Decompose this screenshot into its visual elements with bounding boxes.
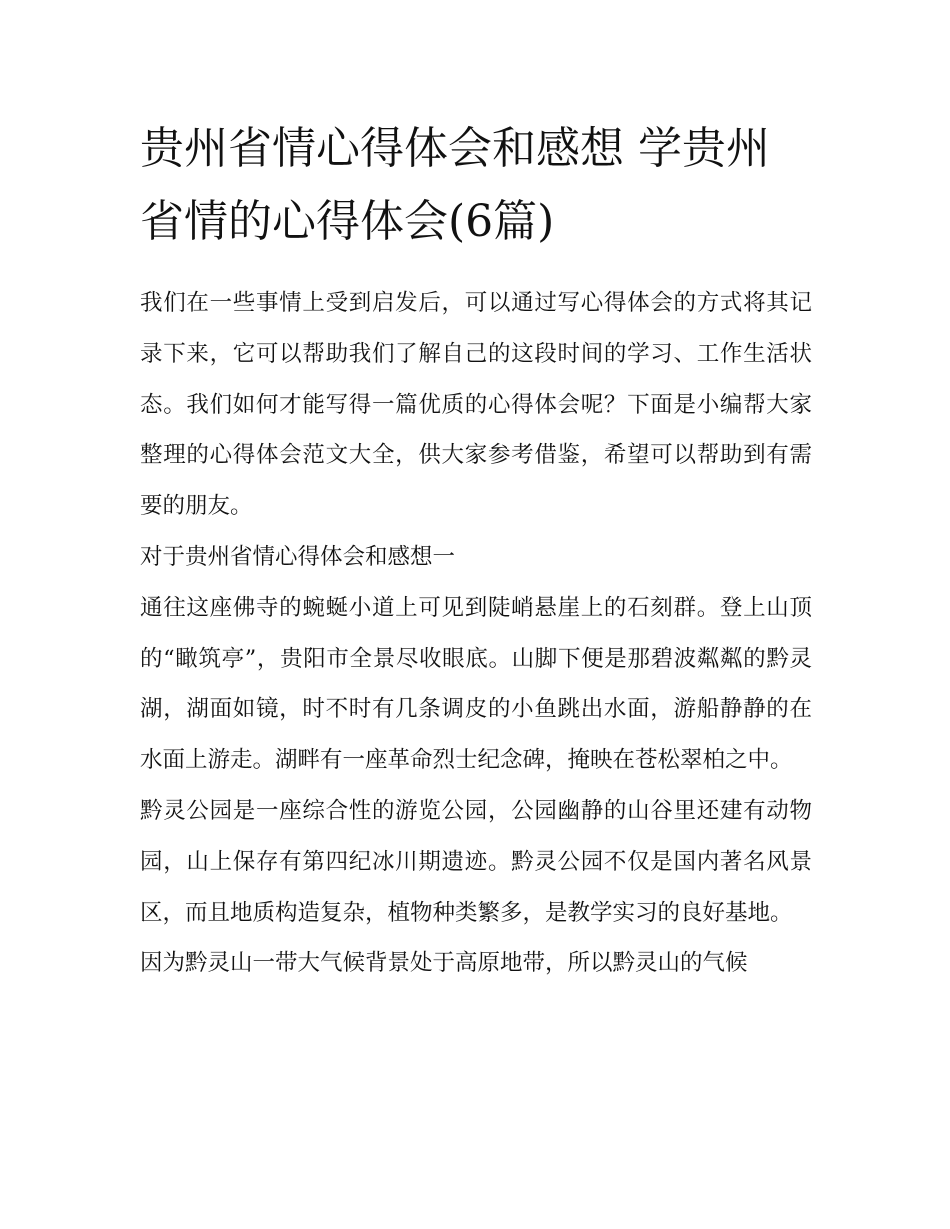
body-paragraph: 因为黔灵山一带大气候背景处于高原地带，所以黔灵山的气候: [140, 950, 748, 977]
body-paragraph: 通往这座佛寺的蜿蜒小道上可见到陡峭悬崖上的石刻群。登上山顶的“瞰筑亭”，贵阳市全景尽收眼底。山脚下便是那碧波粼粼的黔灵湖，湖面如镜，时不时有几条调皮的小鱼跳出水面，游船静静的在水面上游走。湖畔有一座革命烈士纪念碑，掩映在苍松翠柏之中。: [140, 594, 812, 774]
document-page: [140, 112, 812, 989]
section-heading: 对于贵州省情心得体会和感想一: [140, 543, 456, 570]
body-paragraph: 黔灵公园是一座综合性的游览公园，公园幽静的山谷里还建有动物园，山上保存有第四纪冰川期遗迹。黔灵公园不仅是国内著名风景区，而且地质构造复杂，植物种类繁多，是教学实习的良好基地。: [140, 797, 812, 926]
document-title: 贵州省情心得体会和感想 学贵州省情的心得体会(6篇): [140, 123, 770, 247]
intro-paragraph: 我们在一些事情上受到启发后，可以通过写心得体会的方式将其记录下来，它可以帮助我们了解自己的这段时间的学习、工作生活状态。我们如何才能写得一篇优质的心得体会呢？下面是小编帮大家整理的心得体会范文大全，供大家参考借鉴，希望可以帮助到有需要的朋友。: [140, 290, 812, 520]
